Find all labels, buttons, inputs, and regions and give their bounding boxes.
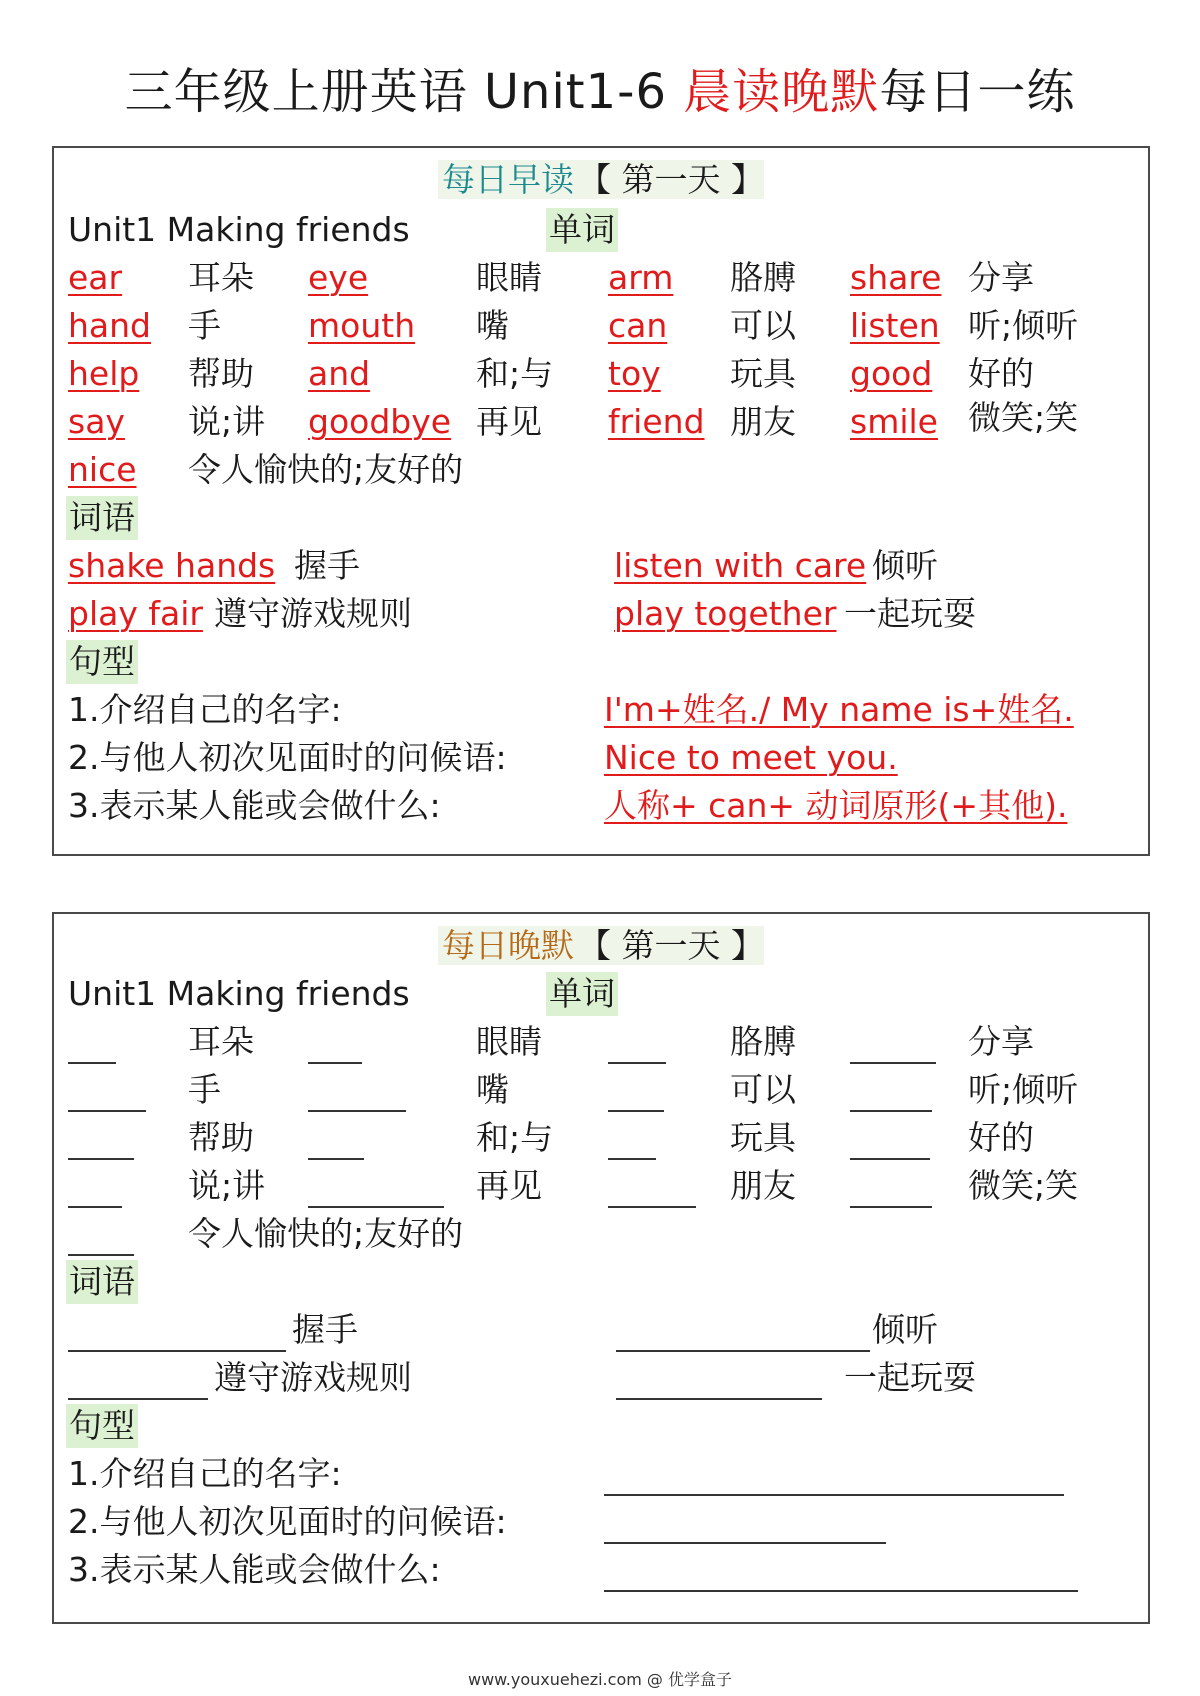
phrase-en: play together [614,594,837,633]
phrase-cn: 一起玩耍 [844,1358,976,1397]
sentence-answer: Nice to meet you. [604,738,898,777]
word-en: nice [68,450,137,489]
phrase-cn: 握手 [292,1310,358,1349]
word-en: share [850,258,942,297]
word-cn: 分享 [968,258,1034,297]
word-cn: 胳膊 [730,258,796,297]
word-cn: 说;讲 [188,402,266,441]
word-en: toy [608,354,661,393]
answer-blank[interactable] [850,1110,932,1112]
answer-blank[interactable] [604,1542,886,1544]
word-en: listen [850,306,940,345]
answer-blank[interactable] [616,1350,870,1352]
word-cn: 分享 [968,1022,1034,1061]
sentence-question: 2.与他人初次见面时的问候语: [68,1502,507,1541]
answer-blank[interactable] [68,1350,286,1352]
answer-blank[interactable] [608,1206,696,1208]
word-en: and [308,354,371,393]
title-highlight: 晨读晚默 [683,64,880,120]
answer-blank[interactable] [68,1398,208,1400]
answer-blank[interactable] [308,1158,364,1160]
phrase-en: shake hands [68,546,276,585]
word-en: eye [308,258,369,297]
word-cn: 可以 [730,306,796,345]
answer-blank[interactable] [68,1254,134,1256]
phrase-cn: 一起玩耍 [844,594,976,633]
evening-header-day: 【 第一天 】 [578,926,764,965]
morning-header-day: 【 第一天 】 [578,160,764,199]
word-cn: 微笑;笑 [968,1166,1079,1205]
answer-blank[interactable] [608,1158,656,1160]
word-cn: 听;倾听 [968,1070,1079,1109]
word-cn: 令人愉快的;友好的 [188,1214,464,1253]
morning-sentences-tag: 句型 [66,640,138,684]
answer-blank[interactable] [608,1110,664,1112]
answer-blank[interactable] [850,1206,932,1208]
footer-watermark: www.youxuehezi.com @ 优学盒子 [468,1670,732,1689]
word-en: hand [68,306,151,345]
page-title [0,62,1200,122]
sentence-question: 1.介绍自己的名字: [68,1454,342,1493]
word-en: smile [850,402,938,441]
word-cn: 好的 [968,1118,1034,1157]
word-cn: 朋友 [730,1166,796,1205]
word-en: help [68,354,140,393]
word-cn: 再见 [476,1166,542,1205]
word-en: arm [608,258,674,297]
morning-phrases-tag: 词语 [66,496,138,540]
word-cn: 眼睛 [476,1022,542,1061]
word-en: good [850,354,933,393]
word-cn: 眼睛 [476,258,542,297]
evening-header [54,924,1148,968]
word-cn: 玩具 [730,354,796,393]
answer-blank[interactable] [68,1206,122,1208]
word-cn: 耳朵 [188,1022,254,1061]
evening-words-tag: 单词 [546,972,618,1016]
evening-unit-title: Unit1 Making friends [68,974,410,1013]
morning-unit-title: Unit1 Making friends [68,210,410,249]
evening-sentences-tag: 句型 [66,1404,138,1448]
morning-header-label: 每日早读 [438,160,578,199]
word-cn: 手 [188,306,221,345]
sentence-question: 3.表示某人能或会做什么: [68,786,441,825]
morning-words-tag: 单词 [546,208,618,252]
word-cn: 玩具 [730,1118,796,1157]
word-cn: 朋友 [730,402,796,441]
sentence-answer: 人称+ can+ 动词原形(+其他). [604,786,1068,825]
word-cn: 令人愉快的;友好的 [188,450,464,489]
answer-blank[interactable] [850,1158,930,1160]
answer-blank[interactable] [608,1062,666,1064]
word-cn: 手 [188,1070,221,1109]
word-en: mouth [308,306,416,345]
sentence-question: 2.与他人初次见面时的问候语: [68,738,507,777]
word-cn: 帮助 [188,1118,254,1157]
word-en: friend [608,402,705,441]
word-en: can [608,306,668,345]
evening-dictation-box [52,912,1150,1624]
answer-blank[interactable] [308,1110,406,1112]
word-cn: 和;与 [476,1118,554,1157]
sentence-question: 3.表示某人能或会做什么: [68,1550,441,1589]
word-en: ear [68,258,123,297]
word-cn: 帮助 [188,354,254,393]
phrase-en: listen with care [614,546,867,585]
answer-blank[interactable] [68,1158,134,1160]
phrase-cn: 握手 [294,546,360,585]
word-cn: 听;倾听 [968,306,1079,345]
answer-blank[interactable] [68,1062,116,1064]
evening-phrases-tag: 词语 [66,1260,138,1304]
phrase-cn: 倾听 [872,1310,938,1349]
phrase-en: play fair [68,594,203,633]
word-cn: 可以 [730,1070,796,1109]
answer-blank[interactable] [68,1110,146,1112]
word-cn: 好的 [968,354,1034,393]
phrase-cn: 遵守游戏规则 [214,594,412,633]
answer-blank[interactable] [604,1494,1064,1496]
answer-blank[interactable] [604,1590,1078,1592]
sentence-answer: I'm+姓名./ My name is+姓名. [604,690,1074,729]
word-cn: 微笑;笑 [968,398,1079,437]
title-part1: 三年级上册英语 Unit1-6 [124,64,684,120]
word-cn: 说;讲 [188,1166,266,1205]
sentence-question: 1.介绍自己的名字: [68,690,342,729]
title-part3: 每日一练 [879,64,1076,120]
word-cn: 再见 [476,402,542,441]
answer-blank[interactable] [850,1062,936,1064]
word-cn: 嘴 [476,306,509,345]
word-cn: 耳朵 [188,258,254,297]
phrase-cn: 倾听 [872,546,938,585]
word-cn: 胳膊 [730,1022,796,1061]
answer-blank[interactable] [308,1206,444,1208]
word-en: say [68,402,125,441]
evening-header-label: 每日晚默 [438,926,578,965]
word-cn: 嘴 [476,1070,509,1109]
word-en: goodbye [308,402,452,441]
phrase-cn: 遵守游戏规则 [214,1358,412,1397]
answer-blank[interactable] [308,1062,362,1064]
word-cn: 和;与 [476,354,554,393]
morning-header [54,158,1148,202]
answer-blank[interactable] [616,1398,822,1400]
morning-reading-box [52,146,1150,856]
